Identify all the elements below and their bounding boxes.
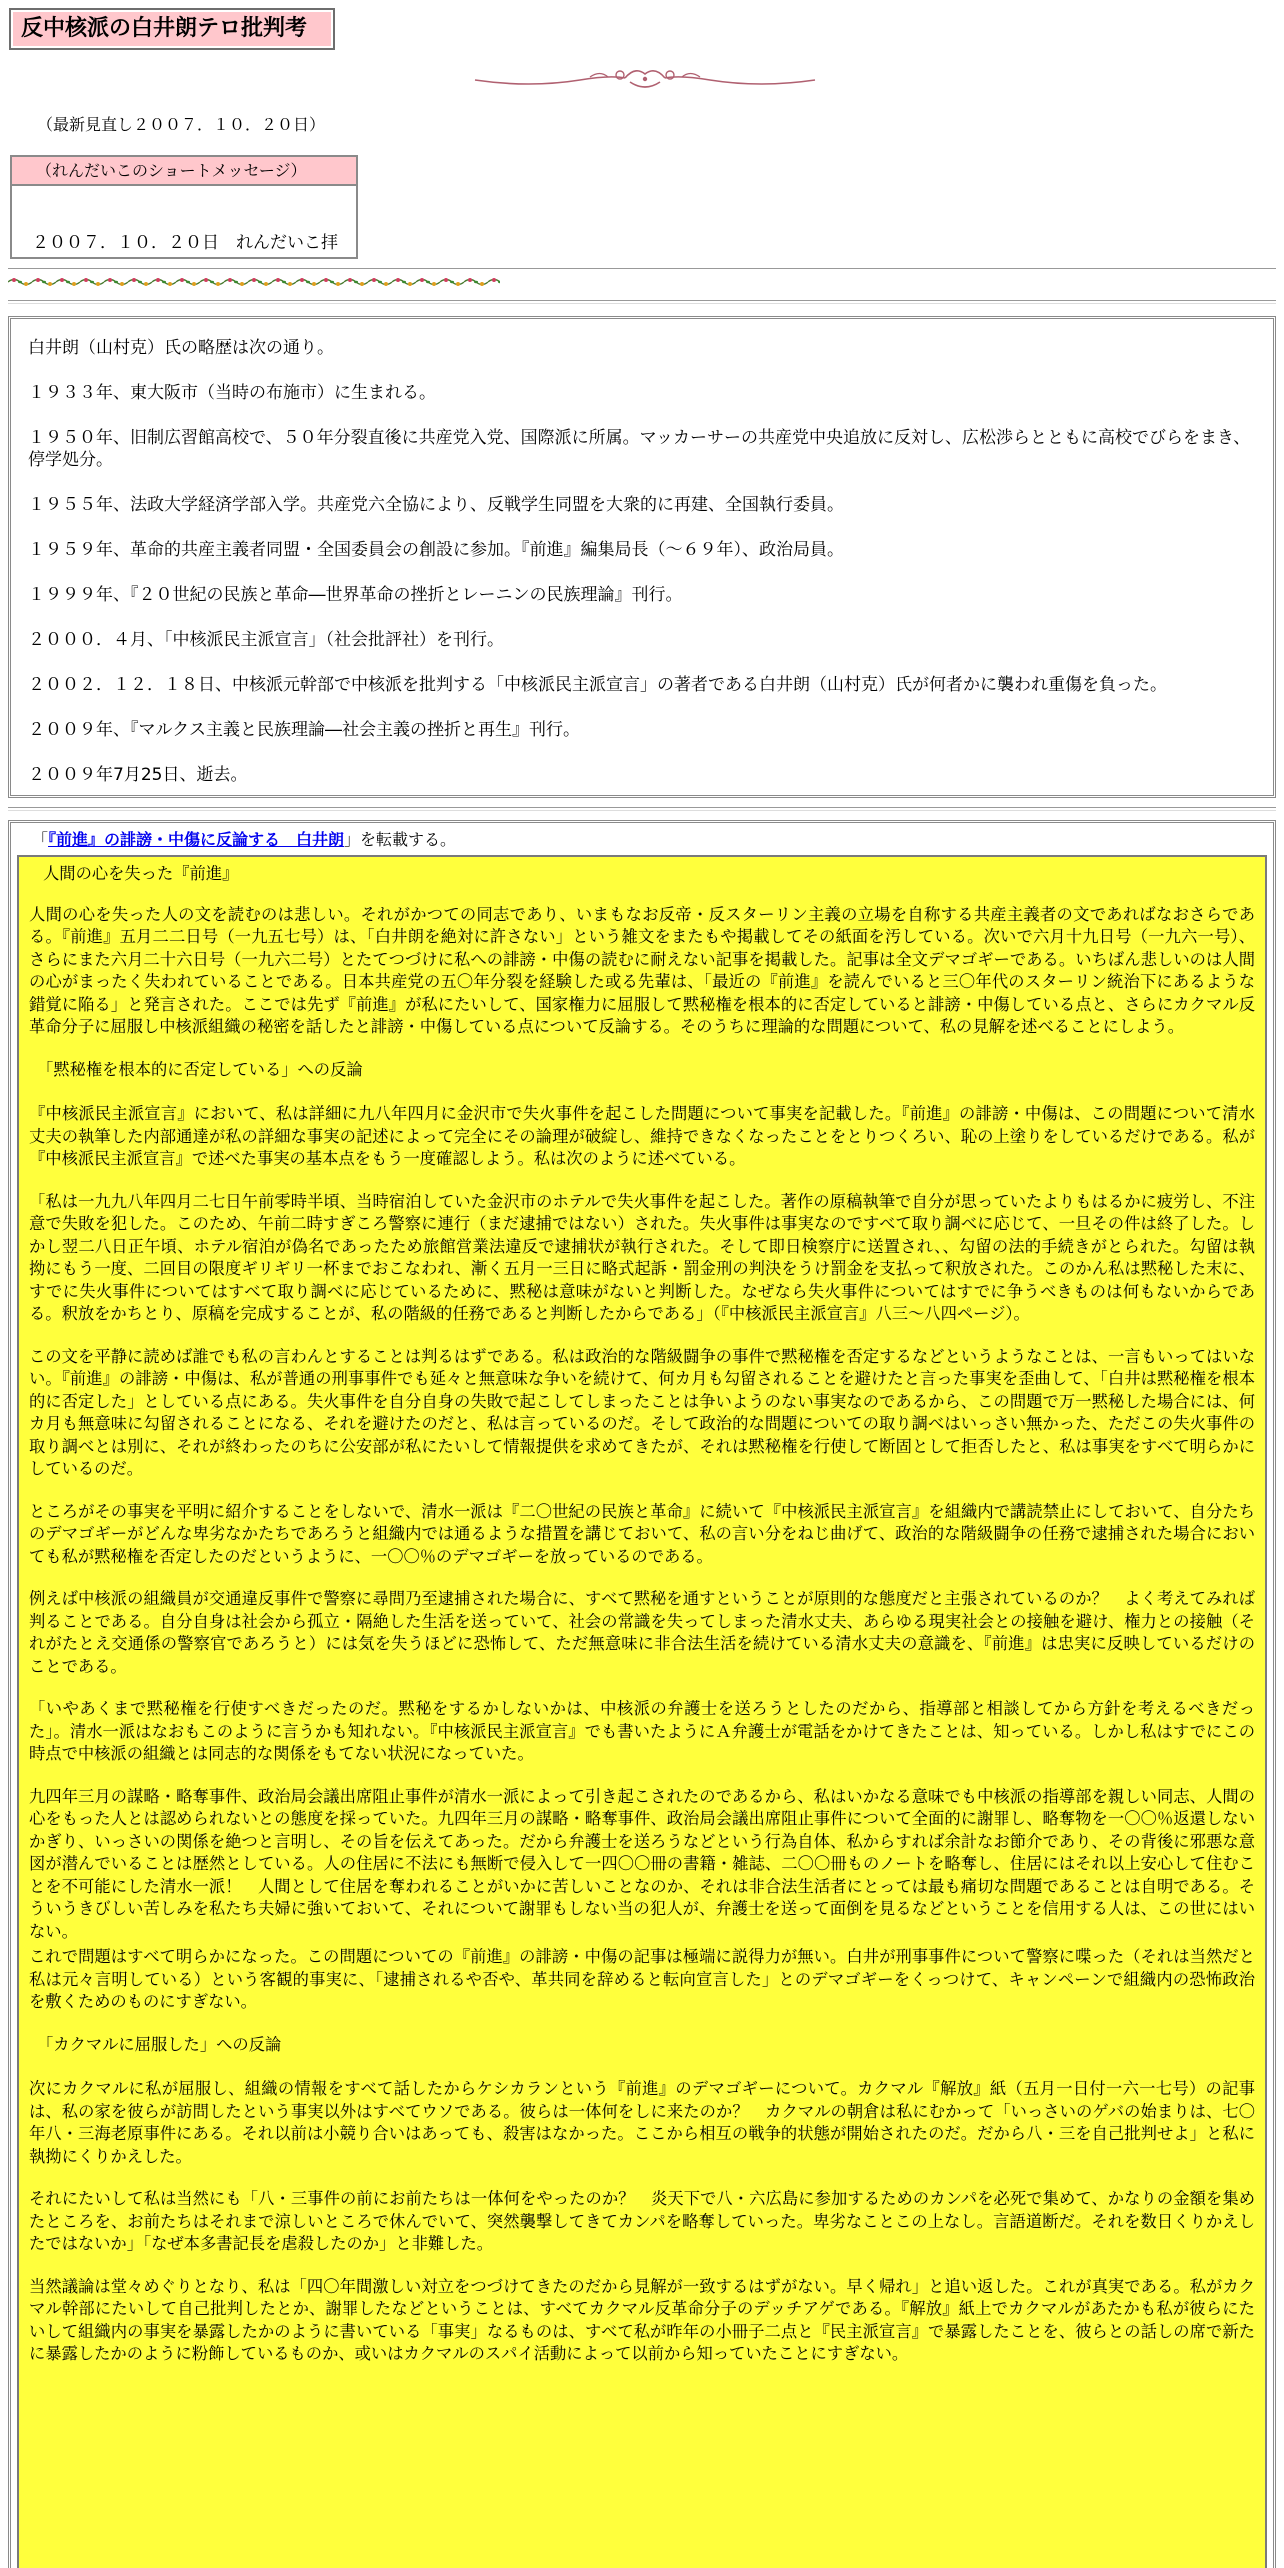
page-title: 反中核派の白井朗テロ批判考 bbox=[21, 16, 308, 41]
article-box bbox=[8, 820, 1276, 2568]
article-paragraph: 九四年三月の謀略・略奪事件、政治局会議出席阻止事件が清水一派によって引き起こされたのであるから、私はいかなる意味でも中核派の指導部を親しい同志、人間の心をもった人とは認められないとの態度を採っていた。九四年三月の謀略・略奪事件、政治局会議出席阻止事件について全面的に謝罪し、略奪物を一〇〇％返還しないかぎり、いっさいの関係を絶つと言明し、その旨を伝えてあった。だから弁護士を送ろうなどという行為自体、私からすれば余計なお節介であり、その背後に邪悪な意図が潜んでいることは歴然としている。人の住居に不法にも無断で侵入して一四〇〇冊の書籍・雑誌、二〇〇冊ものノートを略奪し、住居にはそれ以上安心して住むことを不可能にした清水一派！ 人間として住居を奪われることがいかに苦しいことなのか、それは非合法生活者にとっては最も痛切な問題であることは自明である。そういうきびしい苦しみを私たち夫婦に強いておいて、それについて謝罪もしない当の犯人が、弁護士を送って面倒を見るなどということを信用する人は、この世にはいない。 bbox=[29, 1786, 1255, 1941]
article-paragraph: この文を平静に読めば誰でも私の言わんとすることは判るはずである。私は政治的な階級闘争の事件で黙秘権を否定するなどというようなことは、一言もいってはいない。『前進』の誹謗・中傷は、私が普通の刑事事件でも延々と無意味な争いを続けて、何カ月も勾留されることを避けたと言った事実を歪曲して、「白井は黙秘権を根本的に否定した」としている点にある。失火事件を自分自身の失敗で起こしてしまったことは争いようのない事実なのであるから、この問題で万一黙秘した場合には、何カ月も無意味に勾留されることになる、それを避けたのだと、私は言っているのだ。そして政治的な問題についての取り調べはいっさい無かった、ただこの失火事件の取り調べとは別に、それが終わったのちに公安部が私にたいして情報提供を求めてきたが、それは黙秘権を行使して断固として拒否したと、私は事実をすべて明らかにしているのだ。 bbox=[29, 1346, 1255, 1478]
message-header: （れんだいこのショートメッセージ） bbox=[12, 157, 356, 186]
message-body: ２００７．１０．２０日 れんだいこ拝 bbox=[32, 233, 338, 253]
section-heading: 「カクマルに屈服した」への反論 bbox=[37, 2034, 282, 2054]
bio-item: １９９９年、『２０世紀の民族と革命―世界革命の挫折とレーニンの民族理論』刊行。 bbox=[28, 585, 683, 605]
bio-item: ２００９年、『マルクス主義と民族理論―社会主義の挫折と再生』刊行。 bbox=[28, 720, 580, 740]
bio-item: ２００９年7月25日、逝去。 bbox=[28, 765, 248, 785]
title-box bbox=[9, 8, 335, 50]
horizontal-rule bbox=[8, 807, 1276, 811]
flourish-divider-icon bbox=[470, 58, 820, 98]
bio-item: ２００２．１２．１８日、中核派元幹部で中核派を批判する「中核派民主派宣言」の著者である白井朗（山村克）氏が何者かに襲われ重傷を負った。 bbox=[28, 675, 1167, 695]
article-body bbox=[17, 855, 1267, 2568]
bio-item: １９５０年、旧制広習館高校で、５０年分裂直後に共産党入党、国際派に所属。マッカーサーの共産党中央追放に反対し、広松渉らとともに高校でびらをまき、停学処分。 bbox=[28, 428, 1251, 470]
bio-item: １９５９年、革命的共産主義者同盟・全国委員会の創設に参加。『前進』編集局長（～６９年）、政治局員。 bbox=[28, 540, 844, 560]
bio-item: １９５５年、法政大学経済学部入学。共産党六全協により、反戦学生同盟を大衆的に再建、全国執行委員。 bbox=[28, 495, 844, 515]
horizontal-rule bbox=[8, 300, 1276, 304]
transfer-suffix: 」を転載する。 bbox=[344, 830, 457, 849]
revision-date: （最新見直し２００７．１０．２０日） bbox=[37, 115, 326, 134]
bio-item: ２０００．４月、「中核派民主派宣言」（社会批評社）を刊行。 bbox=[28, 630, 504, 650]
article-paragraph: 『中核派民主派宣言』において、私は詳細に九八年四月に金沢市で失火事件を起こした問題について事実を記載した。『前進』の誹謗・中傷は、この問題について清水丈夫の執筆した内部通達が私の詳細な事実の記述によって完全にその論理が破綻し、維持できなくなったことをとりつくろい、恥の上塗りをしているだけである。私が『中核派民主派宣言』で述べた事実の基本点をもう一度確認しよう。私は次のように述べている。 bbox=[29, 1104, 1255, 1168]
article-paragraph: 人間の心を失った人の文を読むのは悲しい。それがかつての同志であり、いまもなお反帝・反スターリン主義の立場を自称する共産主義者の文であればなおさらである。『前進』五月二二日号（一九五七号）は、「白井朗を絶対に許さない」という雑文をまたもや掲載してその紙面を汚している。次いで六月十九日号（一九六一号）、さらにまた六月二十六日号（一九六二号）とたてつづけに私への誹謗・中傷の読むに耐えない記事を掲載した。記事は全文デマゴギーである。いちばん悲しいのは人間の心がまったく失われていることである。日本共産党の五〇年分裂を経験した或る先輩は、「最近の『前進』を読んでいると三〇年代のスターリン統治下にあるような錯覚に陥る」と発言された。ここでは先ず『前進』が私にたいして、国家権力に屈服して黙秘権を根本的に否定していると誹謗・中傷している点と、さらにカクマル反革命分子に屈服し中核派組織の秘密を話したと誹謗・中傷している点について反論する。そのうちに理論的な問題について、私の見解を述べることにしよう。 bbox=[29, 904, 1255, 1036]
article-paragraph: ところがその事実を平明に紹介することをしないで、清水一派は『二〇世紀の民族と革命』に続いて『中核派民主派宣言』を組織内で講読禁止にしておいて、自分たちのデマゴギーがどんな卑劣なかたちであろうと組織内では通るような措置を講じておいて、私の言い分をねじ曲げて、政治的な階級闘争の任務で逮捕された場合においても私が黙秘権を否定したのだというように、一〇〇％のデマゴギーを放っているのである。 bbox=[29, 1501, 1255, 1566]
article-paragraph: 「私は一九九八年四月二七日午前零時半頃、当時宿泊していた金沢市のホテルで失火事件を起こした。著作の原稿執筆で自分が思っていたよりもはるかに疲労し、不注意で失敗を犯した。このため、午前二時すぎころ警察に連行（まだ逮捕ではない）された。失火事件は事実なのですべて取り調べに応じて、一旦その件は終了した。しかし翌二八日正午頃、ホテル宿泊が偽名であったため旅館営業法違反で逮捕状が執行された。そして即日検察庁に送置され、、勾留の法的手続きがとられた。勾留は執拗にもう一度、二回目の限度ギリギリ一杯までおこなわれ、漸く五月一三日に略式起訴・罰金刑の判決をうけ罰金を支払って釈放された。このかん私は黙秘した末に、すでに失火事件についてはすべて取り調べに応じているために、黙秘は意味がないと判断した。なぜなら失火事件についてはすでに争うべきものは何もないからである。釈放をかちとり、原稿を完成することが、私の階級的任務であると判断したからである」（『中核派民主派宣言』八三～八四ページ）。 bbox=[29, 1191, 1255, 1323]
article-paragraph: これで問題はすべて明らかになった。この問題についての『前進』の誹謗・中傷の記事は極端に説得力が無い。白井が刑事事件について警察に喋った（それは当然だと私は元々言明している）という客観的事実に、「逮捕されるや否や、革共同を辞めると転向宣言した」とのデマゴギーをくっつけて、キャンペーンで組織内の恐怖政治を敷くためのものにすぎない。 bbox=[29, 1947, 1255, 2011]
section-heading: 「黙秘権を根本的に否定している」への反論 bbox=[37, 1059, 363, 1079]
article-paragraph: 次にカクマルに私が屈服し、組織の情報をすべて話したからケシカランという『前進』のデマゴギーについて。カクマル『解放』紙（五月一日付一六一七号）の記事は、私の家を彼らが訪問したという事実以外はすべてウソである。彼らは一体何をしに来たのか？ カクマルの朝倉は私にむかって「いっさいのゲバの始まりは、七〇年八・三海老原事件にある。それ以前は小競り合いはあっても、殺害はなかった。ここから相互の戦争的状態が開始されたのだ。だから八・三を自己批判せよ」と私に執拗にくりかえした。 bbox=[29, 2079, 1255, 2166]
biography-box bbox=[8, 316, 1276, 798]
article-paragraph: 例えば中核派の組織員が交通違反事件で警察に尋問乃至逮捕された場合に、すべて黙秘を通すということが原則的な態度だと主張されているのか？ よく考えてみれば判ることである。自分自身は社会から孤立・隔絶した生活を送っていて、社会の常識を失ってしまった清水丈夫、あらゆる現実社会との接触を避け、権力との接触（それがたとえ交通係の警察官であろうと）には気を失うほどに恐怖して、ただ無意味に非合法生活を続けている清水丈夫の意識を、『前進』は忠実に反映しているだけのことである。 bbox=[29, 1589, 1255, 1676]
horizontal-rule bbox=[8, 268, 1276, 269]
transfer-prefix: 「 bbox=[32, 830, 49, 849]
floral-border-icon bbox=[8, 276, 500, 288]
message-box bbox=[10, 155, 358, 259]
article-paragraph: それにたいして私は当然にも「八・三事件の前にお前たちは一体何をやったのか？ 炎天下で八・六広島に参加するためのカンパを必死で集めて、かなりの金額を集めたところを、お前たちはそれまで涼しいところで休んでいて、突然襲撃してきてカンパを略奪していった。卑劣なことこの上なし。言語道断だ。それを数日くりかえしたではないか」「なぜ本多書記長を虐殺したのか」と非難した。 bbox=[29, 2189, 1255, 2253]
bio-item: 白井朗（山村克）氏の略歴は次の通り。 bbox=[28, 338, 334, 358]
source-article-link[interactable]: 『前進』の誹謗・中傷に反論する 白井朗 bbox=[48, 830, 345, 849]
transfer-note bbox=[11, 823, 1273, 855]
section-heading: 人間の心を失った『前進』 bbox=[43, 864, 239, 883]
article-paragraph: 当然議論は堂々めぐりとなり、私は「四〇年間激しい対立をつづけてきたのだから見解が一致するはずがない。早く帰れ」と追い返した。これが真実である。私がカクマル幹部にたいして自己批判したとか、謝罪したなどということは、すべてカクマル反革命分子のデッチアゲである。『解放』紙上でカクマルがあたかも私が彼らにたいして組織内の事実を暴露したかのように書いている「事実」なるものは、すべて私が昨年の小冊子二点と『民主派宣言』で暴露したことを、彼らとの話しの席で新たに暴露したかのように粉飾しているものか、或いはカクマルのスパイ活動によって以前から知っていたことにすぎない。 bbox=[29, 2276, 1255, 2363]
bio-item: １９３３年、東大阪市（当時の布施市）に生まれる。 bbox=[28, 383, 436, 403]
article-paragraph: 「いやあくまで黙秘権を行使すべきだったのだ。黙秘をするかしないかは、中核派の弁護士を送ろうとしたのだから、指導部と相談してから方針を考えるべきだった」。清水一派はなおもこのように言うかも知れない。『中核派民主派宣言』でも書いたようにＡ弁護士が電話をかけてきたことは、知っている。しかし私はすでにこの時点で中核派の組織とは同志的な関係をもてない状況になっていた。 bbox=[29, 1699, 1255, 1763]
